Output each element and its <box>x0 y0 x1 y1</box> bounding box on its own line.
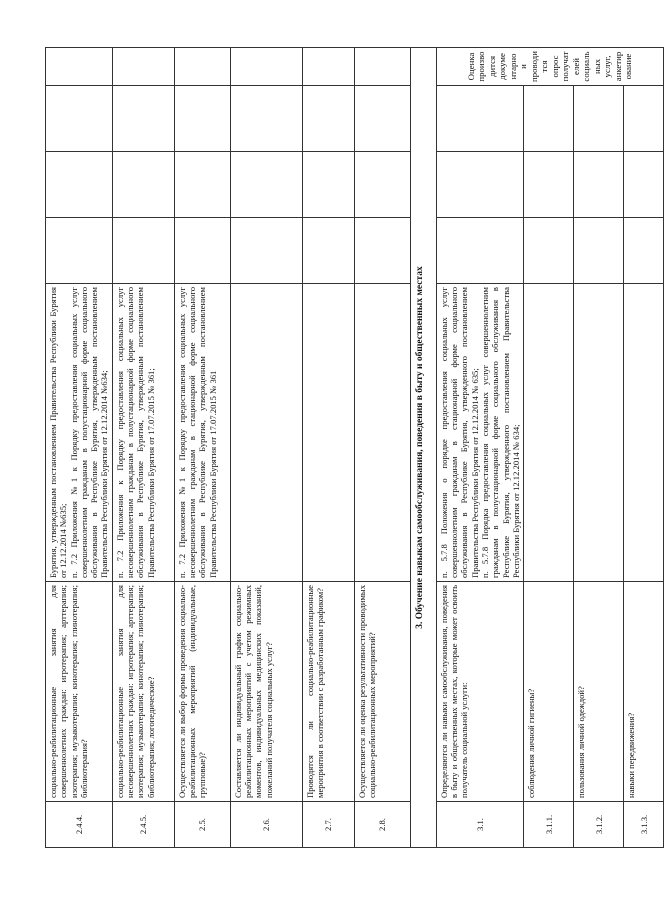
answer-cell <box>624 218 664 284</box>
note-cell: Оценка производится документарно и проводится опрос получателей социальных услуг, анкетирование <box>436 48 663 86</box>
table-row <box>46 48 113 848</box>
answer-cell <box>230 218 302 284</box>
answer-cell <box>354 86 410 152</box>
note-cell-empty <box>112 48 174 86</box>
answer-cell <box>302 152 354 218</box>
note-cell-empty <box>302 48 354 86</box>
question-cell: навыки передвижения? <box>624 582 664 802</box>
answer-cell <box>624 152 664 218</box>
note-cell-empty <box>230 48 302 86</box>
row-number: 2.8. <box>354 802 410 848</box>
table-row <box>174 48 230 848</box>
question-cell: Определяются ли навыки самообслуживания, поведения в быту и общественных местах, которые может освоить получатель социальной услуги: <box>436 582 523 802</box>
note-cell-empty <box>174 48 230 86</box>
table-row <box>436 48 523 848</box>
row-number: 3.1.2. <box>574 802 624 848</box>
section-title: 3. Обучение навыкам самообслуживания, поведения в быту и общественных местах <box>410 48 436 848</box>
answer-cell <box>436 152 523 218</box>
note-cell-empty <box>46 48 113 86</box>
legal-reference-cell <box>230 284 302 582</box>
legal-reference-cell <box>302 284 354 582</box>
answer-cell <box>46 152 113 218</box>
legal-reference-cell <box>624 284 664 582</box>
answer-cell <box>524 152 574 218</box>
table-row <box>574 48 624 848</box>
legal-reference-cell <box>524 284 574 582</box>
question-cell: Составляется ли индивидуальный график социально-реабилитационных мероприятий с учетом режимных моментов, индивидуальных медицинских показаний, пожеланий получателя социальных услуг? <box>230 582 302 802</box>
table-row <box>112 48 174 848</box>
row-number: 2.4.4. <box>46 802 113 848</box>
answer-cell <box>302 218 354 284</box>
legal-reference-cell <box>112 284 174 582</box>
answer-cell <box>46 218 113 284</box>
row-number: 3.1.3. <box>624 802 664 848</box>
question-cell: Проводятся ли социально-реабилитационные мероприятия в соответствии с разработанным графиком? <box>302 582 354 802</box>
answer-cell <box>354 218 410 284</box>
table-row <box>230 48 302 848</box>
answer-cell <box>436 86 523 152</box>
question-cell: соблюдения личной гигиены? <box>524 582 574 802</box>
answer-cell <box>112 152 174 218</box>
rotated-document-page <box>45 48 649 848</box>
answer-cell <box>574 218 624 284</box>
row-number: 2.5. <box>174 802 230 848</box>
answer-cell <box>302 86 354 152</box>
legal-reference-cell <box>174 284 230 582</box>
table-row <box>302 48 354 848</box>
question-cell: пользования личной одеждой? <box>574 582 624 802</box>
row-number: 3.1.1. <box>524 802 574 848</box>
note-cell-empty <box>354 48 410 86</box>
answer-cell <box>174 86 230 152</box>
legal-reference-cell <box>46 284 113 582</box>
table-row <box>524 48 574 848</box>
answer-cell <box>46 86 113 152</box>
answer-cell <box>174 218 230 284</box>
answer-cell <box>574 86 624 152</box>
question-cell: социально-реабилитационные занятия для совершеннолетних граждан: игротерапия; арттерапия; изотерапия; музыкотерапия; кинотерапия; глинотерапия; библиотерапия? <box>46 582 113 802</box>
legal-reference: п. 5.7.8 Порядка предоставления социальных услуг совершеннолетним гражданам в полустационарной форме социального обслуживания в Республике Бурятия, утвержденного постановлением Правительства Республики Бурятия от 12.12.2014 № 634; <box>479 287 521 578</box>
legal-reference-cell <box>436 284 523 582</box>
checklist-table <box>45 47 664 848</box>
row-number: 2.4.5. <box>112 802 174 848</box>
table-row <box>354 48 410 848</box>
legal-reference: п. 7.2 Приложения №1 к Порядку предоставления социальных услуг несовершеннолетним гражданам в стационарной форме социального обслуживания в Республике Бурятия, утвержденным постановлением Правительства Республики Бурятия от 17.07.2015 № 361 <box>176 287 218 578</box>
question-cell: Осуществляется ли выбор формы проведения социально-реабилитационных мероприятий (индивидуальные, групповые)? <box>174 582 230 802</box>
answer-cell <box>112 86 174 152</box>
legal-reference-cell <box>354 284 410 582</box>
table-row <box>624 48 664 848</box>
legal-reference: п. 7.2 Приложения №1 к Порядку предоставления социальных услуг совершеннолетним гражданам в полустационарной форме социального обслуживания в Республике Бурятия, утвержденным постановлением Правительства Республики Бурятия от 12.12.2014 №634; <box>68 287 110 578</box>
answer-cell <box>112 218 174 284</box>
row-number: 2.6. <box>230 802 302 848</box>
answer-cell <box>354 152 410 218</box>
answer-cell <box>436 218 523 284</box>
question-cell: социально-реабилитационные занятия для несовершеннолетних граждан: игротерапия; арттерапия; изотерапия; музыкотерапия; кинотерапия; глинотерапия; библиотерапия; логопедические? <box>112 582 174 802</box>
legal-reference: п. 5.7.8 Положения о порядке предоставления социальных услуг совершеннолетним гражданам в стационарной форме социального обслуживания в Республике Бурятия, утвержденного постановлением Правительства Республики Бурятия от 12.12.2014 № 635; <box>438 287 480 578</box>
answer-cell <box>524 218 574 284</box>
answer-cell <box>230 152 302 218</box>
row-number: 3.1. <box>436 802 523 848</box>
answer-cell <box>624 86 664 152</box>
row-number: 2.7. <box>302 802 354 848</box>
answer-cell <box>574 152 624 218</box>
answer-cell <box>524 86 574 152</box>
legal-reference-cell <box>574 284 624 582</box>
section-header-row <box>410 48 436 848</box>
answer-cell <box>230 86 302 152</box>
legal-reference: Бурятия, утвержденным постановлением Правительства Республики Бурятия от 12.12.2014 №635; <box>48 287 69 578</box>
answer-cell <box>174 152 230 218</box>
question-cell: Осуществляется ли оценка результативности проводимых социально-реабилитационных мероприятий? <box>354 582 410 802</box>
legal-reference: п. 7.2 Приложения к Порядку предоставления социальных услуг несовершеннолетним гражданам в полустационарной форме социального обслуживания в Республике Бурятия, утвержденным постановлением Правительства Республики Бурятия от 17.07.2015 № 361; <box>114 287 156 578</box>
